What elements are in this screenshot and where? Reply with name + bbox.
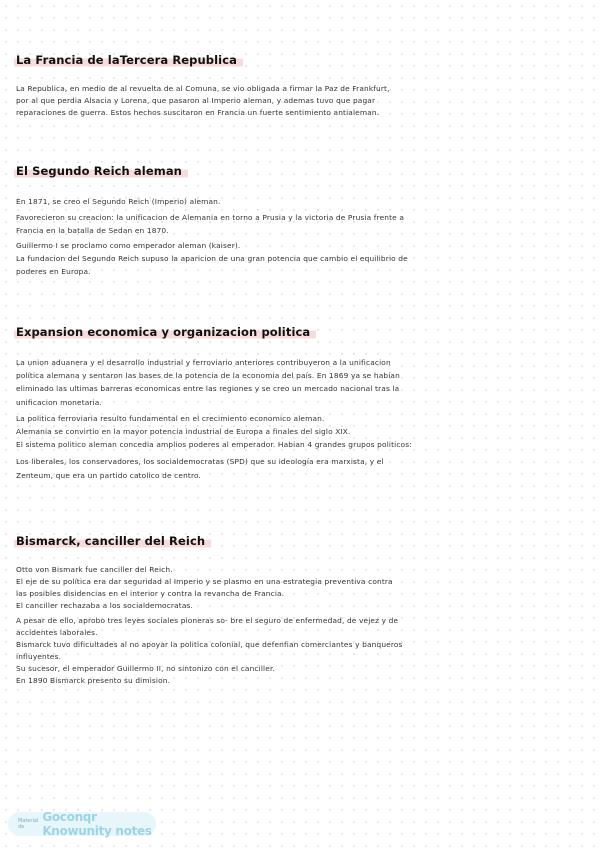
text-line: política alemana y sentaron las bases de la potencia de la economia del país. En 1869 ya se habían	[16, 371, 400, 381]
text-line: En 1890 Bismarck presento su dimision.	[16, 676, 171, 685]
text-line: El canciller rechazaba a los socialdemocratas.	[16, 601, 194, 610]
text-line: Los liberales, los conservadores, los socialdemocratas (SPD) que su ideología era marxista, y el	[16, 457, 384, 467]
text-line: Guillermo I se proclamo como emperador aleman (kaiser).	[16, 241, 241, 251]
section-body-bismarck	[16, 564, 576, 687]
section-heading-bismarck: Bismarck, canciller del Reich	[14, 533, 211, 549]
text-line: reparaciones de guerra. Estos hechos suscitaron en Francia un fuerte sentimiento antialeman.	[16, 108, 380, 117]
text-line: En 1871, se creo el Segundo Reich (Imperio) aleman.	[16, 197, 221, 206]
text-line: La union aduanera y el desarrollo industrial y ferroviario anteriores contribuyeron a la unificacion	[16, 358, 391, 367]
text-line: La politica ferroviaria resulto fundamental en el crecimiento economico aleman.	[16, 413, 325, 423]
text-line: por al que perdia Alsacia y Lorena, que pasaron al Imperio aleman, y ademas tuvo que pagar	[16, 96, 376, 105]
section-heading-segundo-reich: El Segundo Reich aleman	[14, 163, 188, 179]
section-body-segundo-reich	[16, 196, 576, 279]
text-line: A pesar de ello, aprobo tres leyes sociales pioneras so- bre el seguro de enfermedad, de vejez y de	[16, 616, 399, 625]
text-line: El eje de su política era dar seguridad al Imperio y se plasmo en una estrategia preventiva contra	[16, 577, 393, 586]
brand-logo: Goconqr Knowunity notes	[42, 810, 152, 838]
footer-watermark	[8, 812, 156, 836]
text-line: las posibles disidencias en el interior y contra la revancha de Francia.	[16, 589, 285, 598]
text-line: Alemania se convirtio en la mayor potencia industrial de Europa a finales del siglo XIX.	[16, 427, 351, 437]
footer-small-text: Material de	[18, 818, 39, 830]
section-heading-expansion-economica: Expansion economica y organizacion politica	[14, 324, 316, 340]
text-line: Favorecieron su creacion: la unificacion de Alemania en torno a Prusia y la victoria de Prusia frente a	[16, 212, 405, 222]
text-line: unificacion monetaria.	[16, 397, 102, 407]
text-line: Francia en la batalla de Sedan en 1870.	[16, 225, 169, 235]
text-line: La Republica, en medio de al revuelta de al Comuna, se vio obligada a firmar la Paz de Frankfurt,	[16, 84, 390, 93]
section-body-expansion-economica	[16, 356, 576, 482]
text-line: influyentes.	[16, 652, 62, 661]
text-line: Zenteum, que era un partido catolico de centro.	[16, 470, 202, 480]
section-body-tercera-republica	[16, 83, 576, 119]
text-line: La fundacion del Segundo Reich supuso la aparicion de una gran potencia que cambio el equilibrio de	[16, 254, 408, 264]
text-line: Otto von Bismark fue canciller del Reich.	[16, 565, 173, 574]
section-heading-tercera-republica: La Francia de laTercera Republica	[14, 52, 243, 68]
text-line: accidentes laborales.	[16, 628, 98, 637]
text-line: El sistema politico aleman concedia amplios poderes al emperador. Habian 4 grandes grupos politicos:	[16, 440, 412, 450]
text-line: eliminado las ultimas barreras economicas entre las regiones y se creo un mercado nacional tras la	[16, 384, 400, 394]
text-line: poderes en Europa.	[16, 266, 91, 276]
text-line: Su sucesor, el emperador Guillermo II, no sintonizo con el canciller.	[16, 664, 275, 673]
text-line: Bismarck tuvo dificultades al no apoyar la politica colonial, que defenfian comerciantes y banqueros	[16, 640, 403, 649]
